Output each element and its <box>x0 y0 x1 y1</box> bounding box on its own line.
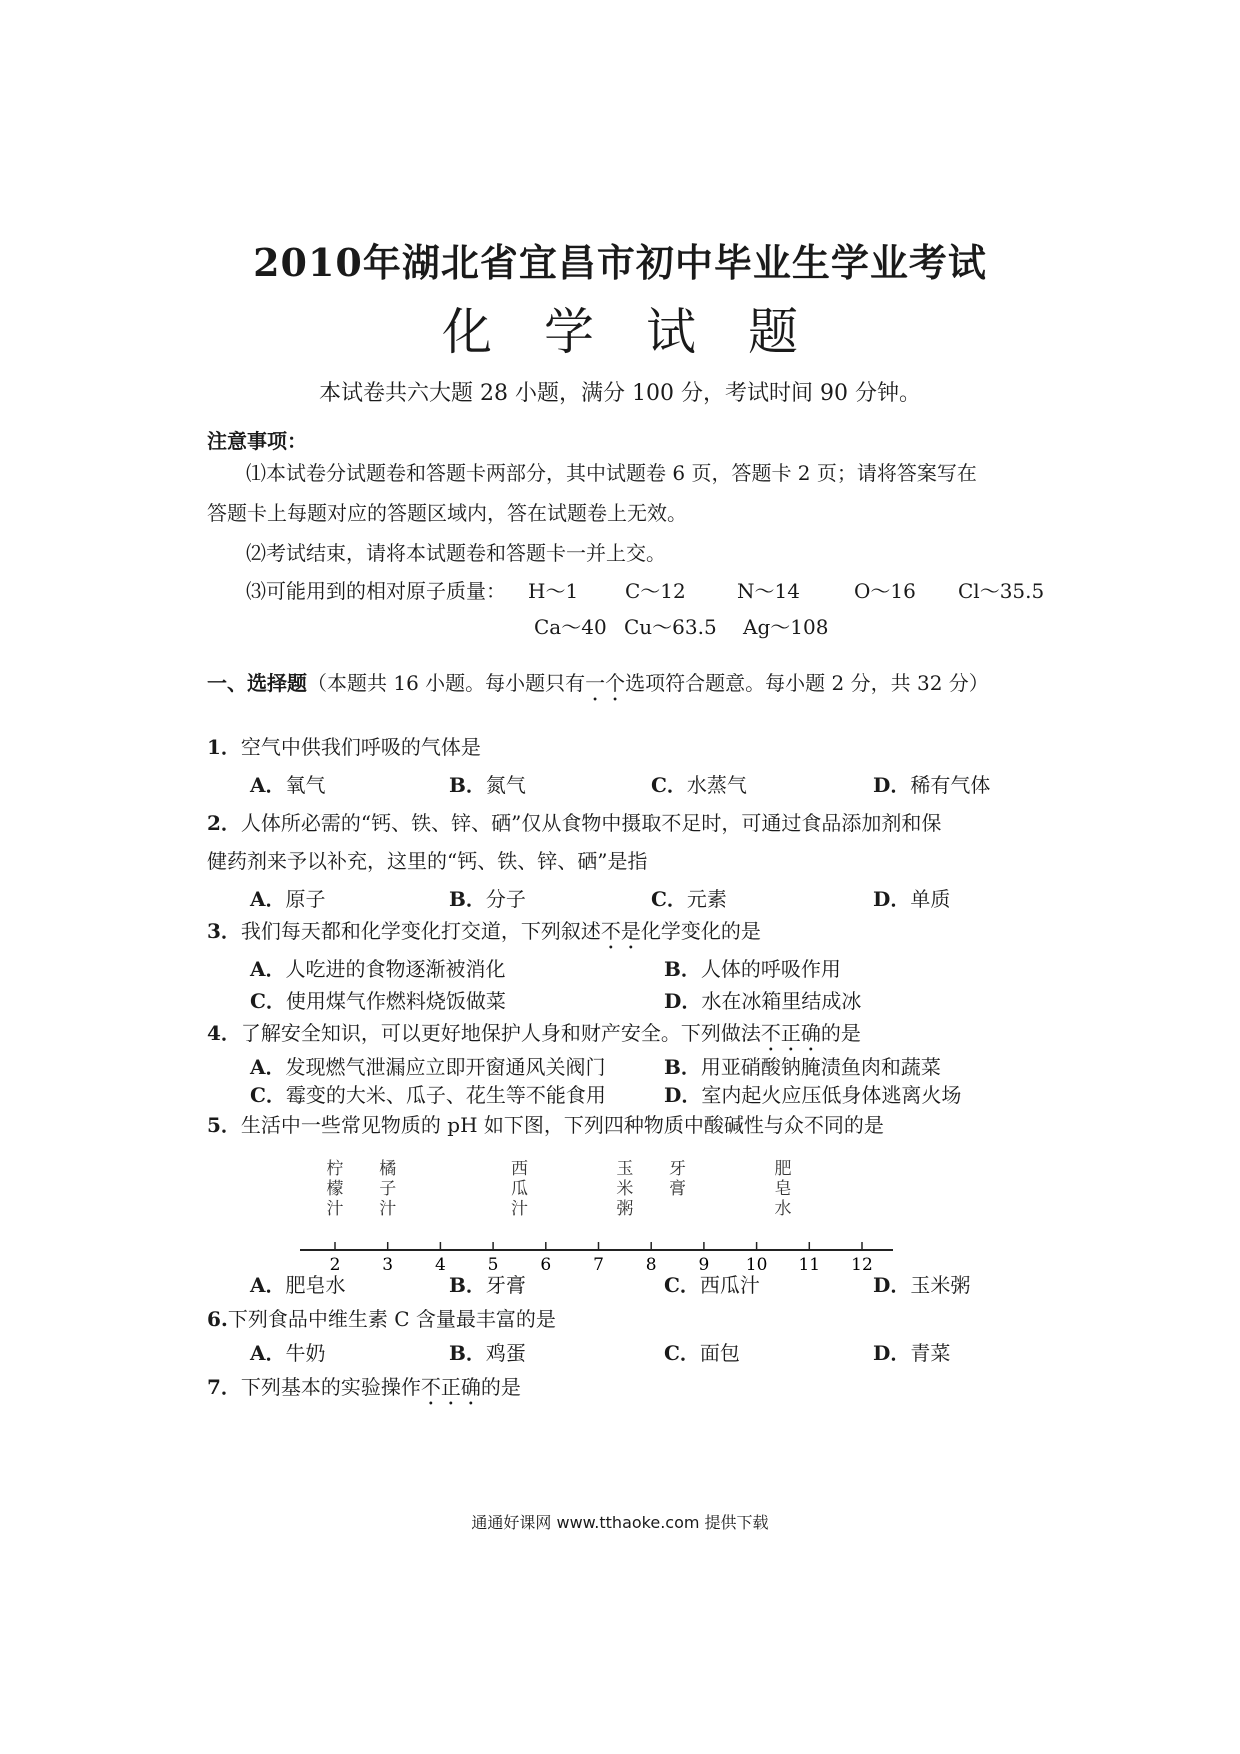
note-1-line-2: 答题卡上每题对应的答题区域内，答在试题卷上无效。 <box>207 501 687 525</box>
page-footer: 通通好课网 www.tthaoke.com 提供下载 <box>471 1513 769 1532</box>
question-emphasis: 不是 <box>600 919 641 943</box>
ph-substance-labels <box>327 1158 792 1219</box>
option-label: B． <box>449 1273 486 1297</box>
option-text: 用亚硝酸钠腌渍鱼肉和蔬菜 <box>700 1055 941 1079</box>
option-text: 稀有气体 <box>910 773 991 797</box>
ph-substance <box>669 1159 686 1199</box>
question-1-stem <box>207 734 481 760</box>
option-text: 霉变的大米、瓜子、花生等不能食用 <box>285 1083 606 1107</box>
option-label: B． <box>449 773 486 797</box>
option-d <box>873 772 990 798</box>
option-label: A． <box>250 957 286 981</box>
ph-tick-label: 10 <box>745 1255 768 1270</box>
note-3-prefix: ⑶可能用到的相对原子质量： <box>246 579 506 603</box>
ph-substance-char: 汁 <box>510 1199 528 1219</box>
option-c <box>651 772 747 798</box>
option-text: 分子 <box>485 887 526 911</box>
option-text: 肥皂水 <box>285 1273 346 1297</box>
option-c <box>664 1272 760 1298</box>
question-7-stem <box>207 1374 521 1410</box>
option-label: C． <box>250 989 286 1013</box>
option-text: 氮气 <box>485 773 526 797</box>
option-b <box>449 1340 526 1366</box>
notes-heading: 注意事项： <box>207 429 307 453</box>
option-label: A． <box>250 1273 286 1297</box>
option-b <box>449 1272 526 1298</box>
option-text: 面包 <box>699 1341 740 1365</box>
question-number: 6. <box>207 1307 228 1331</box>
option-label: D． <box>664 1083 702 1107</box>
ph-substance-char: 西 <box>510 1159 528 1179</box>
atomic-mass-c: C～12 <box>625 579 686 603</box>
option-c <box>250 1082 606 1108</box>
question-4-stem <box>207 1020 861 1056</box>
ph-substance-char: 水 <box>774 1199 792 1219</box>
option-label: A． <box>250 1055 286 1079</box>
ph-substance-char: 橘 <box>379 1159 397 1179</box>
option-d <box>873 1340 950 1366</box>
question-text: 下列食品中维生素 C 含量最丰富的是 <box>227 1307 556 1331</box>
section-1-heading <box>207 670 989 706</box>
option-label: C． <box>250 1083 286 1107</box>
atomic-mass-n: N～14 <box>737 579 800 603</box>
option-label: C． <box>651 887 687 911</box>
option-text: 单质 <box>910 887 951 911</box>
ph-tick-label: 11 <box>798 1255 821 1270</box>
option-label: D． <box>873 887 911 911</box>
question-number: 2． <box>207 811 241 835</box>
option-b <box>449 886 526 912</box>
option-text: 使用煤气作燃料烧饭做菜 <box>285 989 506 1013</box>
option-d <box>664 988 861 1014</box>
question-text: 空气中供我们呼吸的气体是 <box>240 735 481 759</box>
ph-substance <box>774 1159 791 1219</box>
ph-substance-char: 牙 <box>669 1159 687 1179</box>
question-number: 3． <box>207 919 241 943</box>
option-a <box>250 886 326 912</box>
option-text: 水在冰箱里结成冰 <box>701 989 862 1013</box>
subject-title: 化学试题 <box>442 303 850 361</box>
ph-substance <box>379 1158 396 1219</box>
question-2-stem-line-2: 健药剂来予以补充，这里的“钙、铁、锌、硒”是指 <box>207 849 648 873</box>
atomic-mass-o: O～16 <box>854 579 916 603</box>
option-c <box>250 988 506 1014</box>
option-text: 发现燃气泄漏应立即开窗通风关阀门 <box>285 1055 606 1079</box>
ph-substance-char: 柠 <box>326 1159 344 1179</box>
atomic-mass-ag: Ag～108 <box>743 615 829 639</box>
option-a <box>250 956 506 982</box>
question-5-stem <box>207 1112 884 1138</box>
option-label: B． <box>664 957 701 981</box>
option-text: 室内起火应压低身体逃离火场 <box>701 1083 962 1107</box>
ph-substance-char: 玉 <box>616 1159 634 1179</box>
option-text: 鸡蛋 <box>485 1341 526 1365</box>
option-text: 玉米粥 <box>910 1273 971 1297</box>
option-text: 原子 <box>285 887 326 911</box>
ph-tick-label: 7 <box>593 1255 604 1270</box>
option-label: D． <box>873 1273 911 1297</box>
question-number: 7． <box>207 1375 241 1399</box>
option-label: A． <box>250 1341 286 1365</box>
option-a <box>250 1272 346 1298</box>
ph-scale-figure <box>0 1150 1240 1270</box>
option-label: D． <box>873 1341 911 1365</box>
question-text: 我们每天都和化学变化打交道，下列叙述 <box>240 919 601 943</box>
exam-intro: 本试卷共六大题 28 小题，满分 100 分，考试时间 90 分钟。 <box>319 381 921 406</box>
option-label: D． <box>664 989 702 1013</box>
option-label: A． <box>250 887 286 911</box>
option-text: 人体的呼吸作用 <box>700 957 841 981</box>
option-label: B． <box>449 887 486 911</box>
ph-substance-char: 汁 <box>326 1199 344 1219</box>
ph-tick-label: 4 <box>434 1255 446 1270</box>
option-label: A． <box>250 773 286 797</box>
ph-substance <box>616 1159 633 1219</box>
question-6-stem <box>207 1306 556 1332</box>
question-number: 4． <box>207 1021 241 1045</box>
option-d <box>873 886 950 912</box>
option-text: 人吃进的食物逐渐被消化 <box>285 957 506 981</box>
question-text: 下列基本的实验操作 <box>240 1375 421 1399</box>
ph-substance-char: 膏 <box>669 1179 687 1199</box>
option-c <box>651 886 727 912</box>
ph-substance-char: 檬 <box>326 1179 344 1199</box>
option-text: 西瓜汁 <box>699 1273 760 1297</box>
option-b <box>664 1054 941 1080</box>
question-number: 5． <box>207 1113 241 1137</box>
question-emphasis: 不正确 <box>760 1021 821 1045</box>
section-1-desc-a: （本题共 16 小题。每小题只有 <box>307 671 586 695</box>
ph-substance-char: 子 <box>379 1179 397 1199</box>
atomic-mass-h: H～1 <box>528 579 579 603</box>
question-emphasis: 不正确 <box>420 1375 481 1399</box>
ph-substance-char: 米 <box>616 1179 634 1199</box>
question-3-stem <box>207 918 761 954</box>
question-text-end: 的是 <box>480 1375 521 1399</box>
option-label: C． <box>651 773 687 797</box>
option-label: D． <box>873 773 911 797</box>
ph-ticks <box>330 1242 873 1270</box>
option-a <box>250 772 326 798</box>
option-label: B． <box>664 1055 701 1079</box>
ph-substance-char: 粥 <box>616 1199 634 1219</box>
question-text: 人体所必需的“钙、铁、锌、硒”仅从食物中摄取不足时，可通过食品添加剂和保 <box>240 811 942 835</box>
ph-tick-label: 6 <box>540 1255 552 1270</box>
question-text: 生活中一些常见物质的 pH 如下图，下列四种物质中酸碱性与众不同的是 <box>240 1113 884 1137</box>
ph-tick-label: 8 <box>645 1255 657 1270</box>
ph-substance <box>511 1159 528 1219</box>
ph-tick-label: 5 <box>487 1255 499 1270</box>
section-1-desc-emph: 一个 <box>585 671 626 695</box>
option-a <box>250 1054 606 1080</box>
question-text: 了解安全知识，可以更好地保护人身和财产安全。下列做法 <box>240 1021 761 1045</box>
section-1-desc-b: 选项符合题意。每小题 2 分，共 32 分） <box>625 671 989 695</box>
option-b <box>664 956 841 982</box>
ph-tick-label: 3 <box>382 1255 394 1270</box>
note-2: ⑵考试结束，请将本试题卷和答题卡一并上交。 <box>246 541 666 565</box>
ph-substance-char: 汁 <box>379 1199 397 1219</box>
exam-title: 2010年湖北省宜昌市初中毕业生学业考试 <box>253 240 987 285</box>
ph-substance-char: 皂 <box>774 1179 792 1199</box>
ph-substance-char: 瓜 <box>510 1179 528 1199</box>
option-text: 水蒸气 <box>686 773 747 797</box>
ph-substance-char: 肥 <box>774 1159 792 1179</box>
option-a <box>250 1340 326 1366</box>
atomic-mass-cl: Cl～35.5 <box>958 579 1045 603</box>
question-number: 1． <box>207 735 241 759</box>
option-text: 氧气 <box>285 773 326 797</box>
option-c <box>664 1340 740 1366</box>
ph-tick-label: 12 <box>851 1255 873 1270</box>
ph-tick-label: 2 <box>329 1255 341 1270</box>
option-d <box>873 1272 970 1298</box>
option-text: 牙膏 <box>485 1273 526 1297</box>
question-2-stem-line-1 <box>207 810 941 836</box>
option-text: 青菜 <box>910 1341 951 1365</box>
section-1-title: 一、选择题 <box>207 671 307 695</box>
ph-tick-label: 9 <box>698 1255 710 1270</box>
question-text-end: 化学变化的是 <box>640 919 761 943</box>
note-1-line-1: ⑴本试卷分试题卷和答题卡两部分，其中试题卷 6 页，答题卡 2 页；请将答案写在 <box>246 461 977 485</box>
option-label: B． <box>449 1341 486 1365</box>
option-b <box>449 772 526 798</box>
atomic-mass-cu: Cu～63.5 <box>624 615 717 639</box>
atomic-mass-ca: Ca～40 <box>534 615 607 639</box>
option-d <box>664 1082 961 1108</box>
option-label: C． <box>664 1273 700 1297</box>
ph-substance <box>327 1159 344 1219</box>
option-label: C． <box>664 1341 700 1365</box>
option-text: 元素 <box>686 887 727 911</box>
question-text-end: 的是 <box>820 1021 861 1045</box>
option-text: 牛奶 <box>285 1341 326 1365</box>
